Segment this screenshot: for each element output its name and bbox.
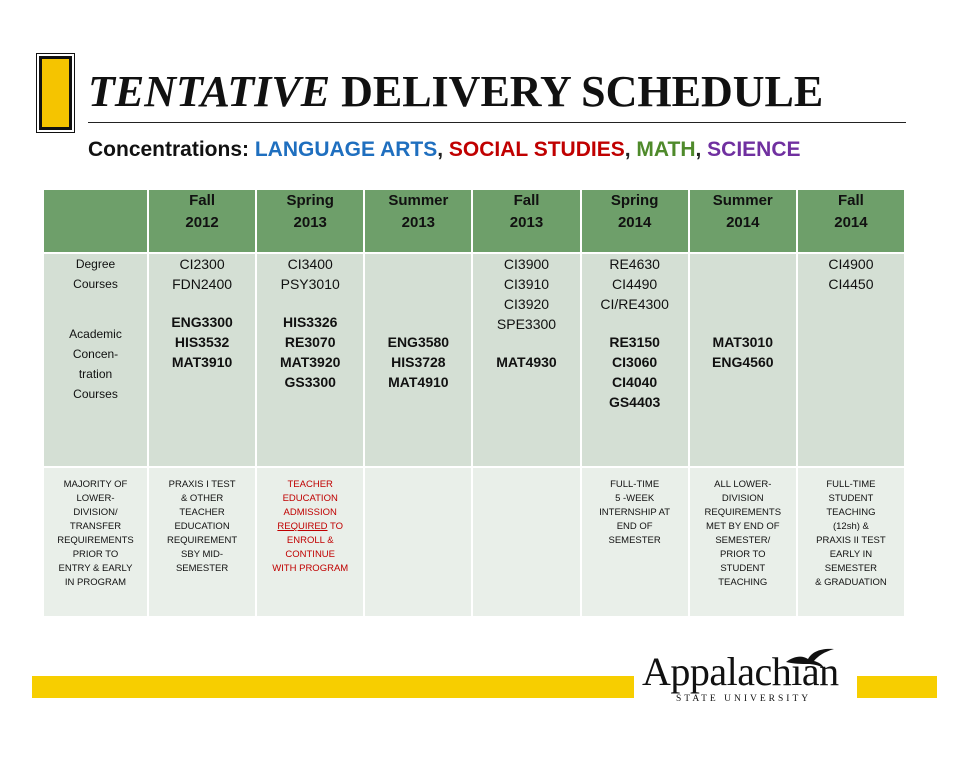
conc-separator: , bbox=[624, 138, 637, 161]
course-code: GS4403 bbox=[608, 394, 661, 410]
title-divider bbox=[88, 122, 906, 123]
col-header-fall-2013: Fall 2013 bbox=[472, 189, 580, 253]
courses-fall-2014 bbox=[797, 253, 905, 467]
course-code: RE3070 bbox=[284, 334, 336, 350]
footer-gold-bar-right bbox=[857, 676, 937, 698]
courses-summer-2013 bbox=[364, 253, 472, 467]
course-code: FDN2400 bbox=[172, 276, 233, 292]
course-code: CI2300 bbox=[179, 256, 225, 272]
delivery-schedule-table bbox=[42, 188, 906, 618]
requirements-row bbox=[43, 467, 905, 617]
course-code: MAT3920 bbox=[279, 354, 341, 370]
course-code: CI3060 bbox=[612, 354, 658, 370]
requirements-summer-2013 bbox=[364, 467, 472, 617]
conc-language-arts: LANGUAGE ARTS bbox=[254, 138, 438, 161]
concentrations-line bbox=[88, 138, 801, 162]
course-code: ENG3580 bbox=[387, 334, 450, 350]
col-header-fall-2012: Fall 2012 bbox=[148, 189, 256, 253]
course-code: ENG3300 bbox=[171, 314, 233, 330]
conc-social-studies: SOCIAL STUDIES bbox=[448, 138, 625, 161]
conc-separator: , bbox=[695, 138, 708, 161]
course-code: CI4040 bbox=[612, 374, 658, 390]
course-code: CI3900 bbox=[503, 256, 550, 272]
requirements-fall-2014: FULL-TIME STUDENT TEACHING (12sh) & PRAXIS II TEST EARLY IN SEMESTER & GRADUATION bbox=[797, 467, 905, 617]
course-code: HIS3532 bbox=[174, 334, 230, 350]
course-code: CI3920 bbox=[503, 296, 550, 312]
course-code: GS3300 bbox=[284, 374, 336, 390]
course-code: PSY3010 bbox=[280, 276, 340, 292]
page-title bbox=[88, 67, 824, 116]
gold-bracket-mark bbox=[39, 56, 72, 130]
title-italic-word: TENTATIVE bbox=[88, 67, 331, 116]
header-row bbox=[43, 189, 905, 253]
conc-separator: , bbox=[437, 138, 449, 161]
col-header-summer-2014: Summer 2014 bbox=[689, 189, 797, 253]
course-code: CI/RE4300 bbox=[600, 296, 669, 312]
footer-gold-bar-left bbox=[32, 676, 634, 698]
col-header-spring-2013: Spring 2013 bbox=[256, 189, 364, 253]
requirements-fall-2012: PRAXIS I TEST & OTHER TEACHER EDUCATION REQUIREMENT SBY MID- SEMESTER bbox=[148, 467, 256, 617]
courses-summer-2014 bbox=[689, 253, 797, 467]
course-code: CI4900 bbox=[828, 256, 874, 272]
course-code: SPE3300 bbox=[496, 316, 557, 332]
course-code: CI4450 bbox=[828, 276, 874, 292]
course-code: HIS3728 bbox=[391, 354, 446, 370]
courses-fall-2013 bbox=[472, 253, 580, 467]
course-code: RE3150 bbox=[609, 334, 660, 350]
col-header-summer-2013: Summer 2013 bbox=[364, 189, 472, 253]
courses-spring-2013 bbox=[256, 253, 364, 467]
logo-wordmark: Appalachian bbox=[642, 649, 839, 694]
row-label-courses: Degree Courses Academic Concen- tration Courses bbox=[43, 253, 148, 467]
courses-row bbox=[43, 253, 905, 467]
concentrations-colon: : bbox=[242, 138, 255, 161]
course-code: MAT3010 bbox=[712, 334, 773, 350]
row-label-requirements: MAJORITY OF LOWER- DIVISION/ TRANSFER REQUIREMENTS PRIOR TO ENTRY & EARLY IN PROGRAM bbox=[43, 467, 148, 617]
course-code: CI4490 bbox=[612, 276, 658, 292]
course-code: MAT3910 bbox=[171, 354, 233, 370]
requirements-summer-2014: ALL LOWER- DIVISION REQUIREMENTS MET BY END OF SEMESTER/ PRIOR TO STUDENT TEACHING bbox=[689, 467, 797, 617]
header-corner bbox=[43, 189, 148, 253]
course-code: RE4630 bbox=[609, 256, 660, 272]
logo-subtitle: STATE UNIVERSITY bbox=[676, 694, 812, 704]
conc-math: MATH bbox=[636, 138, 696, 161]
course-code: MAT4910 bbox=[388, 374, 449, 390]
courses-fall-2012 bbox=[148, 253, 256, 467]
course-code: ENG4560 bbox=[712, 354, 774, 370]
requirements-spring-2014: FULL-TIME 5 -WEEK INTERNSHIP AT END OF SEMESTER bbox=[581, 467, 689, 617]
course-code: HIS3326 bbox=[282, 314, 338, 330]
col-header-fall-2014: Fall 2014 bbox=[797, 189, 905, 253]
courses-spring-2014 bbox=[581, 253, 689, 467]
requirements-fall-2013 bbox=[472, 467, 580, 617]
title-rest: DELIVERY SCHEDULE bbox=[330, 67, 824, 116]
appalachian-logo bbox=[642, 646, 852, 706]
conc-science: SCIENCE bbox=[707, 138, 801, 161]
course-code: CI3910 bbox=[503, 276, 550, 292]
course-code: MAT4930 bbox=[496, 354, 557, 370]
concentrations-label: Concentrations bbox=[88, 138, 243, 161]
course-code: CI3400 bbox=[287, 256, 333, 272]
requirements-spring-2013: TEACHER EDUCATION ADMISSION REQUIRED TO ENROLL & CONTINUE WITH PROGRAM bbox=[256, 467, 364, 617]
col-header-spring-2014: Spring 2014 bbox=[581, 189, 689, 253]
